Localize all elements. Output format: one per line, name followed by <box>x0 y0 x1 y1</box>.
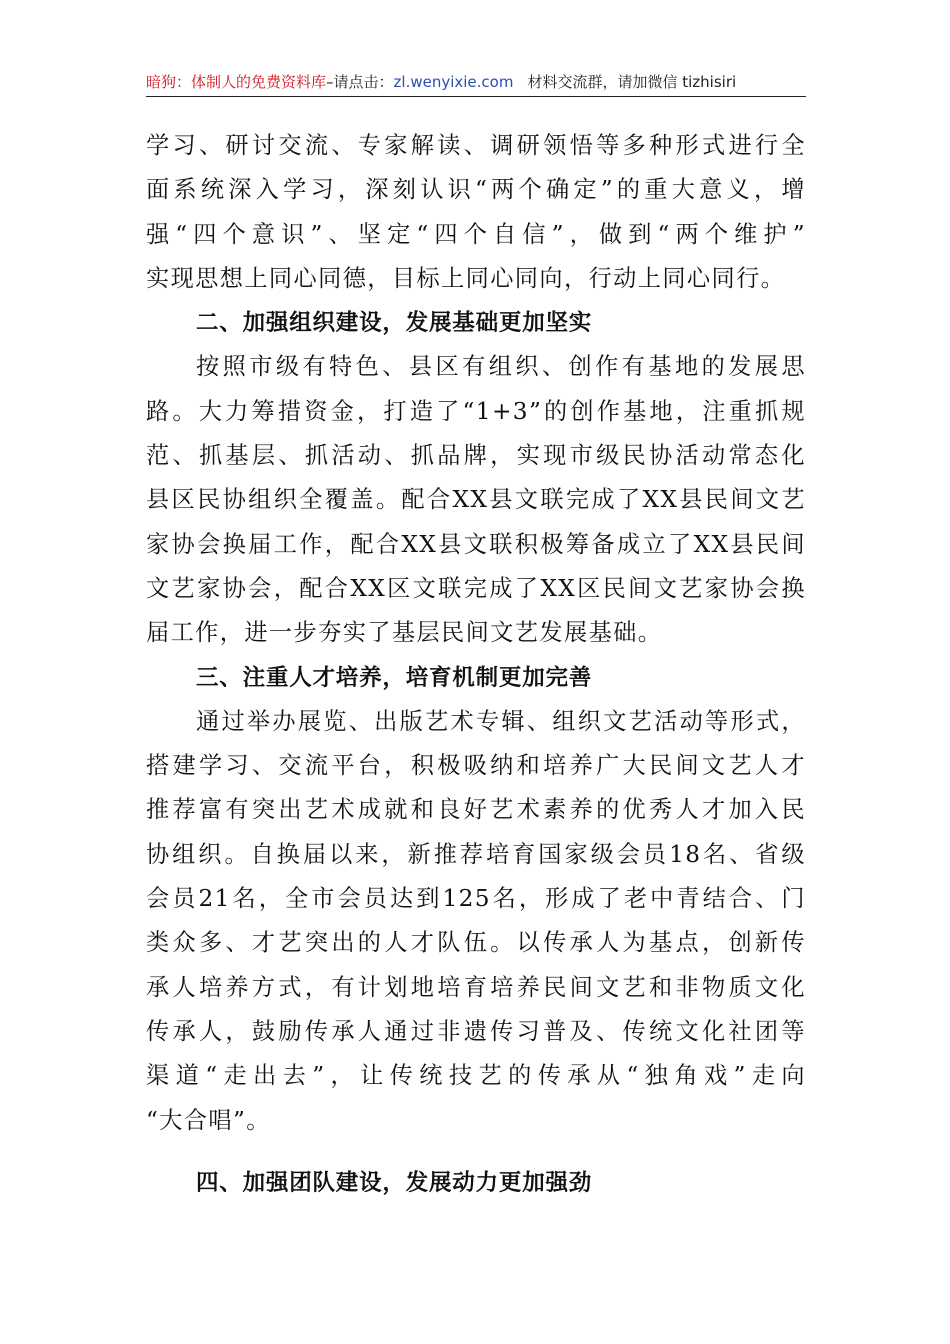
section-heading-3: 三、注重人才培养，培育机制更加完善 <box>196 664 593 691</box>
paragraph-line: 通过举办展览、出版艺术专辑、组织文艺活动等形式， <box>196 707 806 735</box>
paragraph-line: 届工作，进一步夯实了基层民间文艺发展基础。 <box>146 619 663 647</box>
paragraph-line: 承人培养方式，有计划地培育培养民间文艺和非物质文化 <box>146 973 806 1001</box>
page-header <box>146 70 806 94</box>
header-url-link[interactable]: zl.wenyixie.com <box>393 73 514 91</box>
paragraph-line: 家协会换届工作，配合XX县文联积极筹备成立了XX县民间 <box>146 530 806 558</box>
paragraph-line: 文艺家协会，配合XX区文联完成了XX区民间文艺家协会换 <box>146 574 806 602</box>
paragraph-line: 路。大力筹措资金，打造了“1+3”的创作基地，注重抓规 <box>146 397 806 425</box>
paragraph-line: 按照市级有特色、县区有组织、创作有基地的发展思 <box>196 353 806 381</box>
section-heading-4: 四、加强团队建设，发展动力更加强劲 <box>196 1169 593 1196</box>
paragraph-1 <box>146 124 806 301</box>
paragraph-line: 会员21名，全市会员达到125名，形成了老中青结合、门 <box>146 885 806 913</box>
paragraph-line: 面系统深入学习，深刻认识“两个确定”的重大意义，增 <box>146 176 806 204</box>
section-heading-2: 二、加强组织建设，发展基础更加坚实 <box>196 310 593 337</box>
paragraph-line: “大合唱”。 <box>146 1106 271 1134</box>
paragraph-line: 范、抓基层、抓活动、抓品牌，实现市级民协活动常态化 <box>146 442 806 470</box>
paragraph-line: 协组织。自换届以来，新推荐培育国家级会员18名、省级 <box>146 840 806 868</box>
header-divider <box>146 96 806 97</box>
header-click-text: –请点击： <box>326 73 394 91</box>
paragraph-3 <box>146 700 806 1143</box>
paragraph-line: 实现思想上同心同德，目标上同心同向，行动上同心同行。 <box>146 264 786 292</box>
section-spacer <box>146 1143 806 1161</box>
paragraph-line: 推荐富有突出艺术成就和良好艺术素养的优秀人才加入民 <box>146 796 806 824</box>
paragraph-line: 渠道“走出去”，让传统技艺的传承从“独角戏”走向 <box>146 1062 806 1090</box>
paragraph-line: 强“四个意识”、坚定“四个自信”，做到“两个维护” <box>146 220 806 248</box>
paragraph-line: 学习、研讨交流、专家解读、调研领悟等多种形式进行全 <box>146 132 806 159</box>
header-site-name: 暗狗：体制人的免费资料库 <box>146 73 327 91</box>
paragraph-2 <box>146 345 806 655</box>
header-group-text: 材料交流群，请加微信 tizhisiri <box>527 73 737 91</box>
document-body <box>146 124 806 1205</box>
paragraph-line: 搭建学习、交流平台，积极吸纳和培养广大民间文艺人才 <box>146 752 806 780</box>
paragraph-line: 县区民协组织全覆盖。配合XX县文联完成了XX县民间文艺 <box>146 486 806 514</box>
paragraph-line: 传承人，鼓励传承人通过非遗传习普及、传统文化社团等 <box>146 1017 806 1045</box>
paragraph-line: 类众多、才艺突出的人才队伍。以传承人为基点，创新传 <box>146 929 806 957</box>
